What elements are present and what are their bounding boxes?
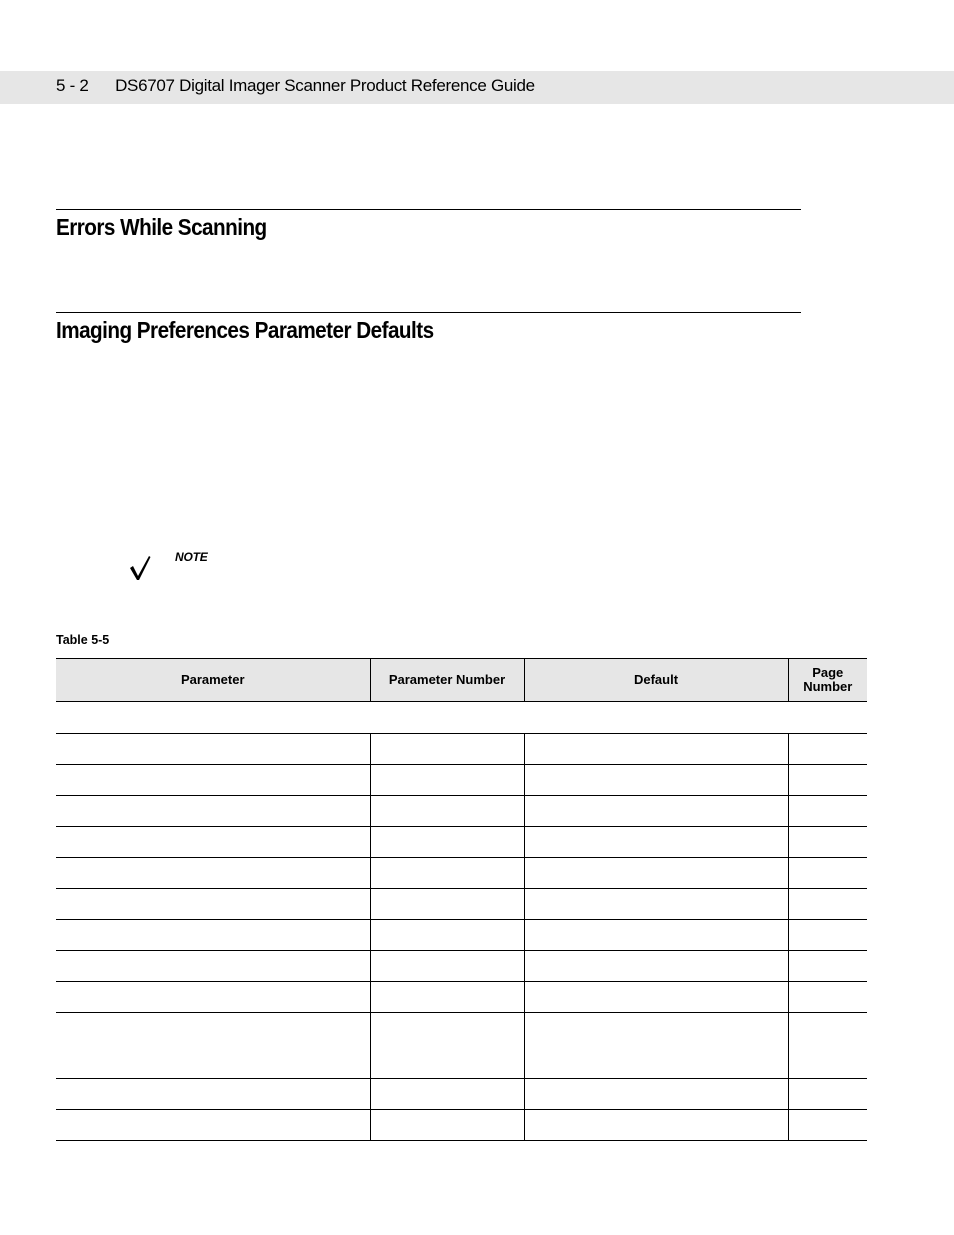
table-row [56,796,867,827]
table-cell [56,827,370,858]
header-title: DS6707 Digital Imager Scanner Product Reference Guide [115,76,535,95]
table-cell [370,889,524,920]
table-row [56,1013,867,1079]
table-cell [56,1079,370,1110]
table-row [56,1079,867,1110]
table-cell [788,889,867,920]
table-cell [524,827,788,858]
table-cell [788,951,867,982]
checkmark-icon [128,554,152,582]
table-cell [56,1013,370,1079]
note-label: NOTE [175,550,208,564]
table-cell [56,889,370,920]
table-row [56,951,867,982]
table-cell [524,1079,788,1110]
table-cell [56,982,370,1013]
table-cell [370,796,524,827]
table-cell [524,796,788,827]
table-row [56,1110,867,1141]
table-cell [788,858,867,889]
table-row [56,982,867,1013]
table-cell [56,702,867,734]
table-caption: Table 5-5 [56,633,110,647]
table-cell [524,889,788,920]
table-row [56,920,867,951]
table-cell [788,1079,867,1110]
section-divider [56,209,801,210]
column-header-page-number: Page Number [788,659,867,702]
table-cell [56,765,370,796]
table-cell [788,827,867,858]
table-cell [56,1110,370,1141]
table-cell [370,951,524,982]
table-row [56,702,867,734]
table-cell [56,951,370,982]
table-cell [788,796,867,827]
table-cell [370,734,524,765]
table-cell [788,1110,867,1141]
table-cell [370,1013,524,1079]
table-row [56,889,867,920]
table-cell [524,1110,788,1141]
table-cell [788,920,867,951]
table-cell [370,827,524,858]
table-cell [524,858,788,889]
section-heading-errors: Errors While Scanning [56,214,267,240]
table-row [56,765,867,796]
table-row [56,827,867,858]
table-cell [524,734,788,765]
table-cell [56,796,370,827]
header-page-number: 5 - 2 [56,76,89,95]
table-cell [524,1013,788,1079]
table-cell [524,982,788,1013]
table-cell [56,858,370,889]
table-cell [370,765,524,796]
table-cell [524,951,788,982]
parameter-defaults-table [56,658,867,1141]
table-cell [370,1110,524,1141]
table-cell [788,1013,867,1079]
table-cell [56,734,370,765]
running-header [56,76,535,96]
table-row [56,734,867,765]
table-cell [788,734,867,765]
table-cell [370,982,524,1013]
column-header-parameter-number: Parameter Number [370,659,524,702]
column-header-default: Default [524,659,788,702]
table-cell [370,920,524,951]
table-cell [56,920,370,951]
section-divider [56,312,801,313]
table-cell [524,920,788,951]
table-cell [524,765,788,796]
table-cell [788,765,867,796]
table-cell [788,982,867,1013]
table-row [56,858,867,889]
section-heading-imaging-defaults: Imaging Preferences Parameter Defaults [56,317,434,343]
column-header-parameter: Parameter [56,659,370,702]
table-cell [370,1079,524,1110]
table-header-row [56,659,867,702]
table-cell [370,858,524,889]
